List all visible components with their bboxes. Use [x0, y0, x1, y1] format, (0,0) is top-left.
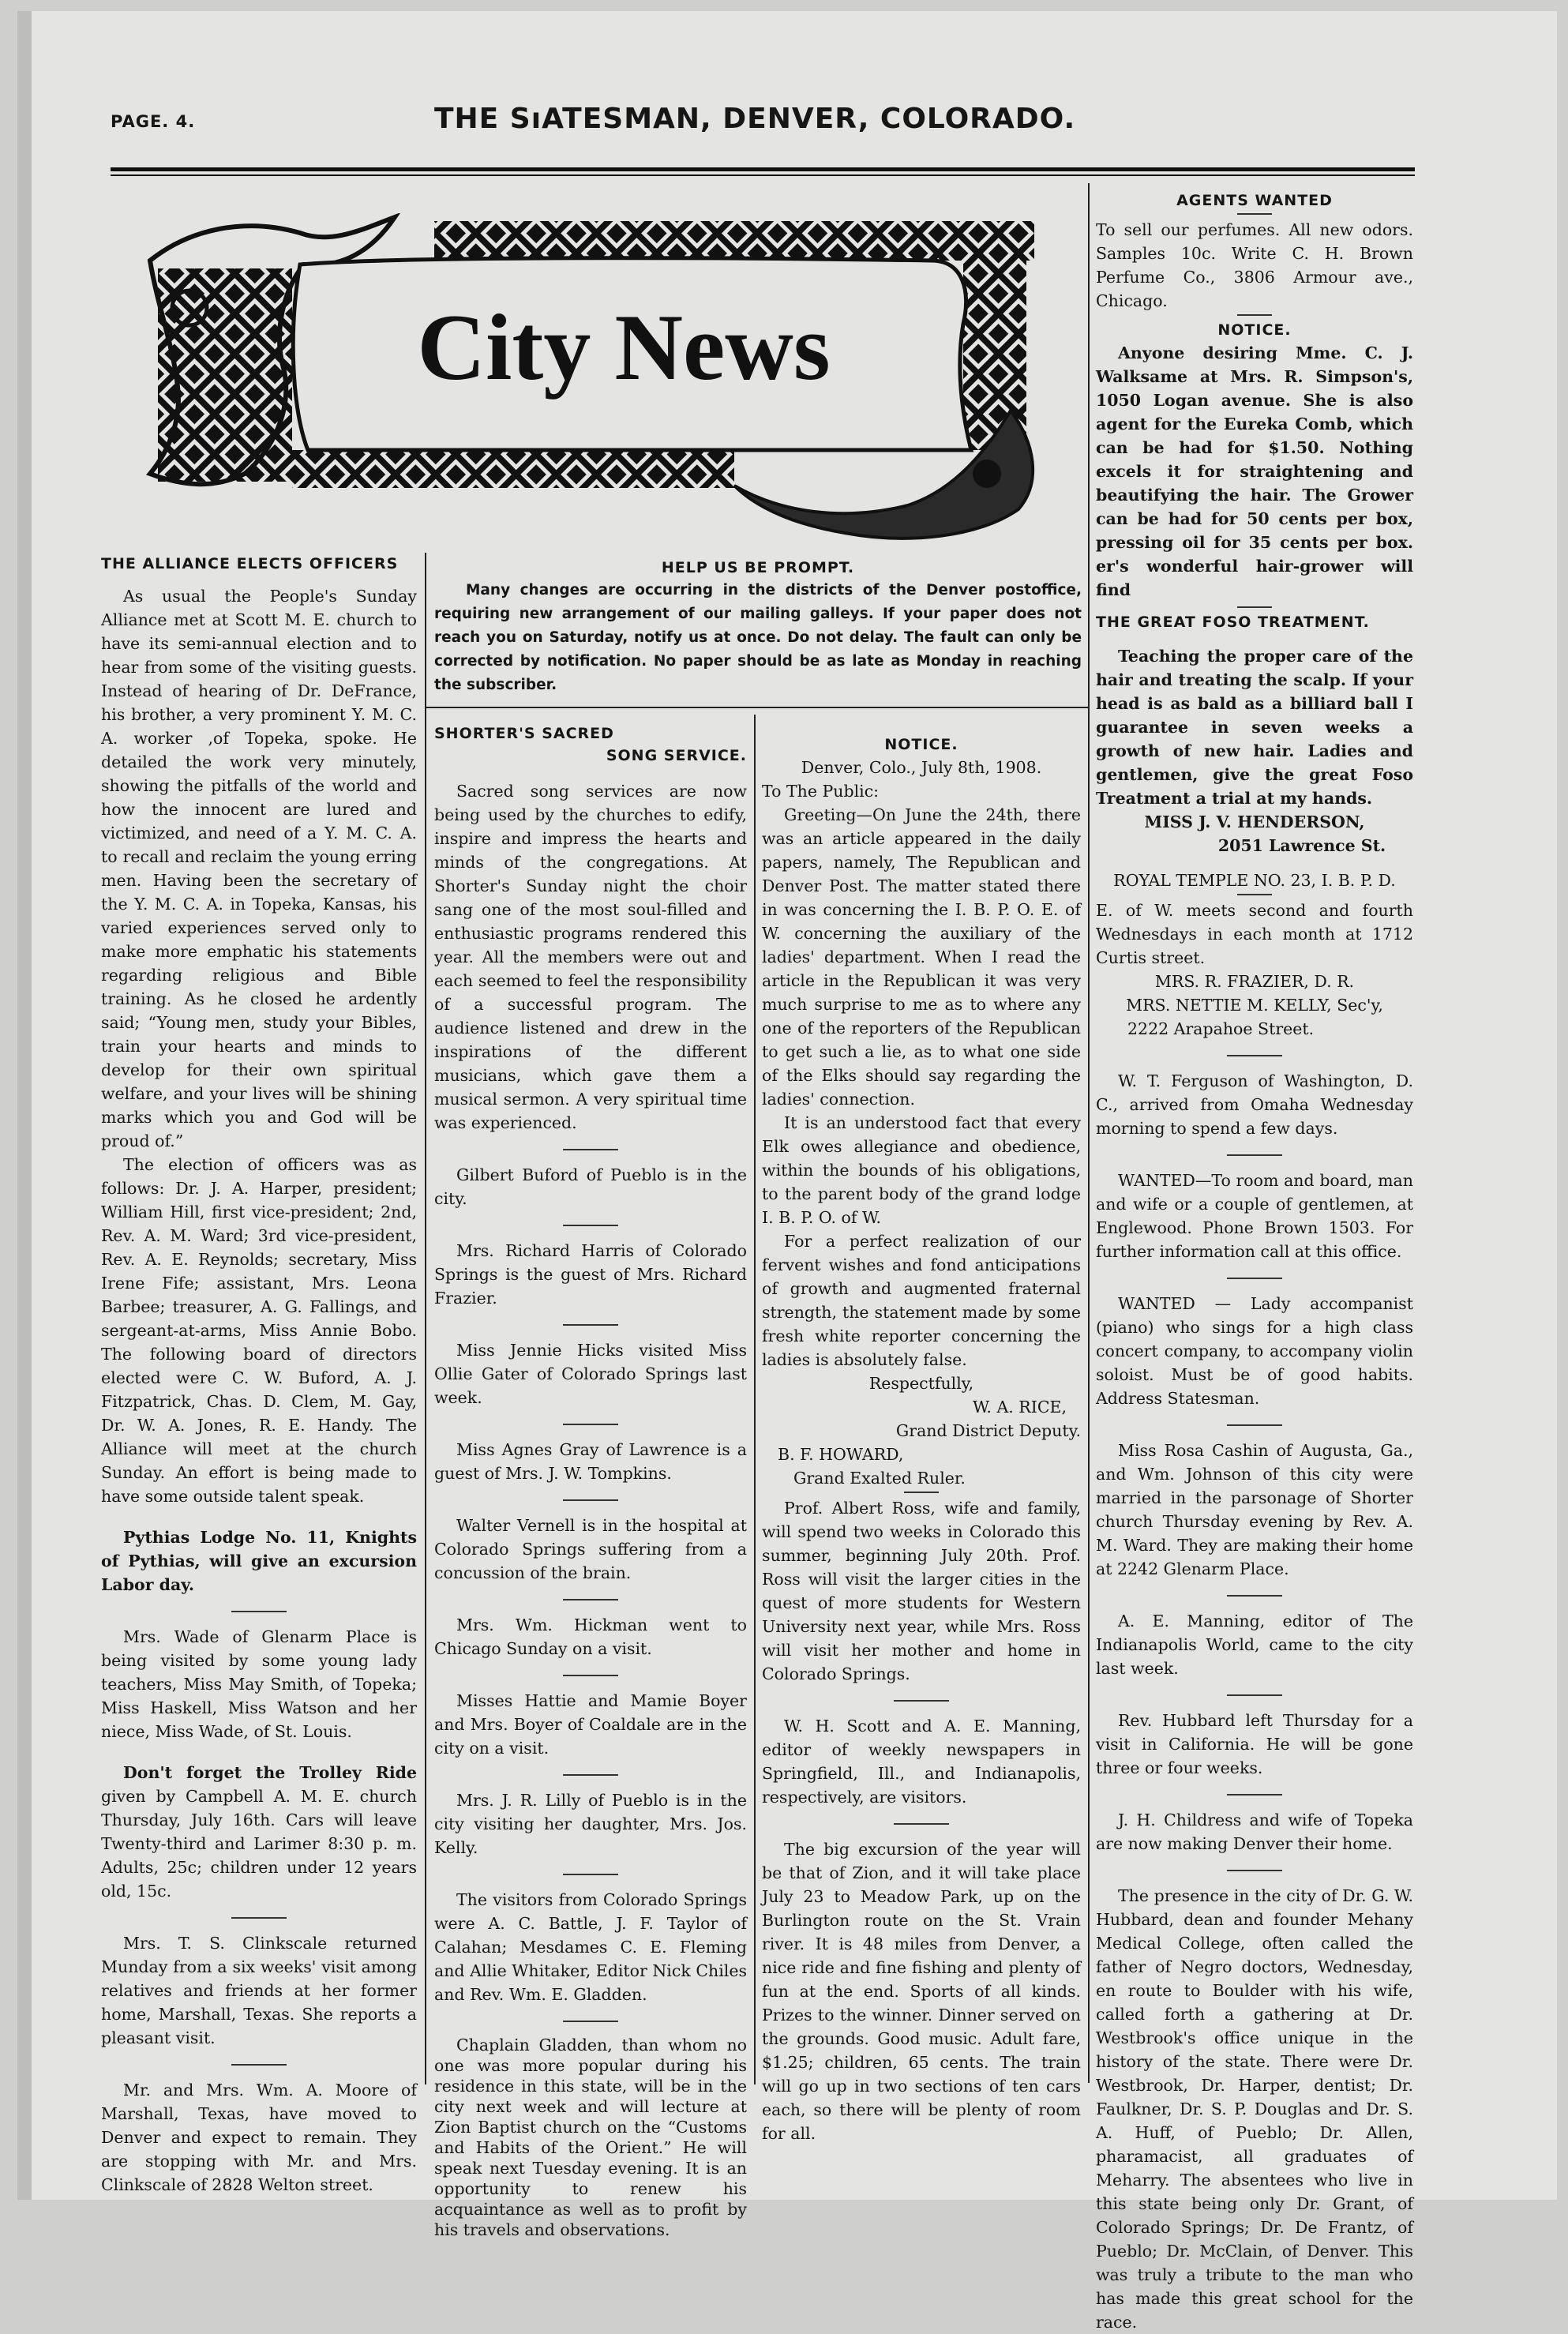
walker-notice: Anyone desiring Mme. C. J. Walksame at Mrs. R. Simpson's, 1050 Logan avenue. She is also agent for the Eureka Comb, which can be had for $1.50. Nothing excels it for straightening and beautifying the hair. The Grower can be had for 50 cents per box, pressing oil for 35 cents per box. er's wonderful hair-grower will find: [1096, 343, 1413, 599]
separator: [563, 1149, 618, 1150]
wanted-accompanist-ad: WANTED — Lady accompanist (piano) who sings for a high class concert company, to accompany violin soloist. Must be of good habits. Address Statesman.: [1096, 1294, 1413, 1408]
separator: [1237, 894, 1272, 895]
notice-paragraph-2: It is an understood fact that every Elk owes allegiance and obedience, within the bounds of his obligations, to the parent body of the grand lodge I. B. P. O. of W.: [762, 1113, 1081, 1227]
buford-item: Gilbert Buford of Pueblo is in the city.: [434, 1165, 747, 1208]
agents-ad: To sell our perfumes. All new odors. Samples 10c. Write C. H. Brown Perfume Co., 3806 Armour ave., Chicago.: [1096, 220, 1413, 310]
notice-paragraph-3: For a perfect realization of our fervent wishes and fond anticipations of growth and augmented fraternal strength, the statement made by some fresh white reporter concerning the ladies is absolutely false.: [762, 1232, 1081, 1369]
zion-excursion-item: The big excursion of the year will be that of Zion, and it will take place July 23 to Meadow Park, up on the Burlington route on the St. Vrain river. It is 48 miles from Denver, a nice ride and fine fishing and plenty of fun at the end. Sports of all kinds. Prizes to the winner. Dinner served on the grounds. Good music. Adult fare, $1.25; children, 65 cents. The train will go up in two sections of ten cars each, so there will be plenty of room for all.: [762, 1840, 1081, 2143]
column-4: [1096, 189, 1413, 2334]
column-rule-1: [425, 553, 426, 2084]
cashin-item: Miss Rosa Cashin of Augusta, Ga., and Wm. Johnson of this city were married in the parsonage of Shorter church Thursday evening by Rev. A. M. Ward. They are making their home at 2242 Glenarm Place.: [1096, 1441, 1413, 1578]
separator: [563, 2021, 618, 2022]
banner-title: City News: [417, 295, 831, 400]
separator: [563, 1225, 618, 1226]
scott-item: W. H. Scott and A. E. Manning, editor of weekly newspapers in Springfield, Ill., and Indianapolis, respectively, are visitors.: [762, 1717, 1081, 1807]
hubbard-item: The presence in the city of Dr. G. W. Hubbard, dean and founder Mehany Medical College, often called the father of Negro doctors, Wednesday, en route to Boulder with his wife, called forth a gathering at Dr. Westbrook's office unique in the history of the state. There were Dr. Westbrook, Dr. Harper, dentist; Dr. Faulkner, Dr. S. P. Douglas and Dr. S. A. Huff, of Pueblo; Dr. Allen, pharamacist, all graduates of Meharry. The absentees who live in this state being only Dr. Grant, of Colorado Springs; Dr. De Frantz, of Pueblo; Dr. McClain, of Denver. This was truly a tribute to the man who has made this great school for the race.: [1096, 1886, 1413, 2332]
masthead: THE SıATESMAN, DENVER, COLORADO.: [434, 103, 1076, 135]
song-service-heading-1: SHORTER'S SACRED: [434, 725, 614, 742]
notice-closing: Respectfully,: [868, 1374, 974, 1393]
trolley-rest: given by Campbell A. M. E. church Thursday, July 16th. Cars will leave Twenty-third and Larimer 8:30 p. m. Adults, 25c; children under 12 years old, 15c.: [101, 1787, 417, 1901]
gray-item: Miss Agnes Gray of Lawrence is a guest of Mrs. J. W. Tompkins.: [434, 1440, 747, 1483]
lilly-item: Mrs. J. R. Lilly of Pueblo is in the city visiting her daughter, Mrs. Jos. Kelly.: [434, 1791, 747, 1857]
separator: [1227, 1424, 1282, 1426]
notice-heading: NOTICE.: [1217, 321, 1292, 339]
alliance-officers: The election of officers was as follows: Dr. J. A. Harper, president; William Hill, first vice-president; 2nd, Rev. A. M. Ward; 3rd vice-president, Rev. A. E. Reynolds; secretary, Miss Irene Fife; assistant, Mrs. Leona Barbee; treasurer, A. G. Fallings, and sergeant-at-arms, Miss Annie Bobo. The following board of directors elected were C. W. Buford, A. J. Fitzpatrick, Chas. D. Clem, M. Gay, Dr. W. A. Jones, R. E. Handy. The Alliance will meet at the church Sunday. An effort is being made to have some outside talent speak.: [101, 1155, 417, 1506]
separator: [1227, 1055, 1282, 1056]
separator: [563, 1675, 618, 1676]
temple-heading: ROYAL TEMPLE NO. 23, I. B. P. D.: [1113, 871, 1396, 890]
separator: [1237, 606, 1272, 608]
separator: [231, 2064, 287, 2066]
vernell-item: Walter Vernell is in the hospital at Colorado Springs suffering from a concussion of the brain.: [434, 1516, 747, 1582]
boyer-item: Misses Hattie and Mamie Boyer and Mrs. Boyer of Coaldale are in the city on a visit.: [434, 1691, 747, 1758]
pythias-item: Pythias Lodge No. 11, Knights of Pythias, will give an excursion Labor day.: [101, 1528, 417, 1594]
separator: [1227, 1870, 1282, 1871]
hicks-item: Miss Jennie Hicks visited Miss Ollie Gater of Colorado Springs last week.: [434, 1341, 747, 1407]
clinkscale-item: Mrs. T. S. Clinkscale returned Munday from a six weeks' visit among relatives and friends at her former home, Marshall, Texas. She reports a pleasant visit.: [101, 1934, 417, 2047]
notice-heading: NOTICE.: [884, 736, 958, 753]
page-number: PAGE. 4.: [111, 112, 196, 131]
column-rule-3: [1088, 183, 1090, 2083]
wade-item: Mrs. Wade of Glenarm Place is being visited by some young lady teachers, Miss May Smith, of Topeka; Miss Haskell, Miss Watson and her niece, Miss Wade, of St. Louis.: [101, 1627, 417, 1741]
foso-name: MISS J. V. HENDERSON,: [1144, 812, 1365, 831]
notice-salutation: To The Public:: [762, 782, 880, 801]
separator: [1237, 314, 1272, 316]
temple-signature-2: MRS. NETTIE M. KELLY, Sec'y,: [1126, 996, 1383, 1015]
lattice-bottom-band: [292, 450, 734, 488]
temple-address: 2222 Arapahoe Street.: [1127, 1019, 1315, 1038]
trolley-lead: Don't forget the Trolley Ride: [123, 1763, 417, 1782]
separator: [1227, 1794, 1282, 1796]
agents-heading: AGENTS WANTED: [1176, 192, 1333, 209]
hickman-item: Mrs. Wm. Hickman went to Chicago Sunday on a visit.: [434, 1615, 747, 1658]
song-service-article: Sacred song services are now being used by the churches to edify, inspire and impress the hearts and minds of the congregations. At Shorter's Sunday night the choir sang one of the most soul-filled and enthusiastic programs rendered this year. All the members were out and each seemed to feel the responsibility of a successful program. The audience listened and drew in the inspirations of the different musicians, which gave them a musical sermon. A very spiritual time was experienced.: [434, 782, 747, 1132]
moore-item: Mr. and Mrs. Wm. A. Moore of Marshall, Texas, have moved to Denver and expect to remain. They are stopping with Mr. and Mrs. Clinkscale of 2828 Welton street.: [101, 2081, 417, 2194]
separator: [231, 1917, 287, 1919]
header-rule-thin: [111, 174, 1415, 176]
prompt-body: Many changes are occurring in the districts of the Denver postoffice, requiring new arrangement of our mailing galleys. If your paper does not reach you on Saturday, notify us at once. Do not delay. The fault can only be corrected by notification. No paper should be as late as Monday in reaching the subscriber.: [434, 582, 1082, 693]
separator: [563, 1424, 618, 1425]
foso-heading: THE GREAT FOSO TREATMENT.: [1096, 614, 1370, 631]
column-rule-2: [754, 715, 756, 2084]
foso-address: 2051 Lawrence St.: [1217, 836, 1386, 855]
song-service-heading-2: SONG SERVICE.: [606, 747, 747, 764]
ornament-rosette-right: [973, 460, 1001, 488]
separator: [894, 1823, 949, 1825]
temple-notice: E. of W. meets second and fourth Wednesdays in each month at 1712 Curtis street.: [1096, 901, 1413, 967]
trolley-item: [101, 1761, 417, 1903]
separator: [1227, 1694, 1282, 1696]
separator: [563, 1874, 618, 1875]
separator: [904, 1492, 939, 1493]
separator: [1237, 213, 1272, 215]
separator: [1227, 1278, 1282, 1279]
separator: [563, 1774, 618, 1776]
ross-item: Prof. Albert Ross, wife and family, will spend two weeks in Colorado this summer, beginning July 20th. Prof. Ross will visit the larger cities in the quest of more students for Western University next year, while Mrs. Ross will visit her mother and home in Colorado Springs.: [762, 1499, 1081, 1683]
temple-signature-1: MRS. R. FRAZIER, D. R.: [1154, 972, 1355, 991]
separator: [1227, 1154, 1282, 1156]
gladden-item: Chaplain Gladden, than whom no one was more popular during his residence in this state, will be in the city next week and will lecture at Zion Baptist church on the “Customs and Habits of the Orient.” He will speak next Tuesday evening. It is an opportunity to renew his acquaintance as well as to profit by his travels and observations.: [434, 2036, 747, 2239]
prompt-heading: HELP US BE PROMPT.: [661, 559, 855, 576]
signature-howard: B. F. HOWARD,: [778, 1445, 904, 1464]
column-3: [762, 722, 1081, 2145]
page-header: [111, 103, 1413, 150]
separator: [894, 1700, 949, 1702]
childress-item: J. H. Childress and wife of Topeka are now making Denver their home.: [1096, 1811, 1413, 1853]
city-news-banner: [134, 213, 1058, 545]
foso-ad: Teaching the proper care of the hair and treating the scalp. If your head is as bald as a billiard ball I guarantee in seven weeks a growth of new hair. Ladies and gentlemen, give the great Foso Treatment a trial at my hands.: [1096, 647, 1413, 808]
signature-rice: W. A. RICE,: [972, 1398, 1067, 1417]
signature-howard-title: Grand Exalted Ruler.: [793, 1469, 966, 1488]
lattice-top-band: [434, 221, 1034, 261]
manning-item: A. E. Manning, editor of The Indianapolis World, came to the city last week.: [1096, 1612, 1413, 1678]
wanted-room-ad: WANTED—To room and board, man and wife or a couple of gentlemen, at Englewood. Phone Brown 1503. For further information call at this office.: [1096, 1171, 1413, 1261]
hubbard-trip-item: Rev. Hubbard left Thursday for a visit in California. He will be gone three or four weeks.: [1096, 1711, 1413, 1777]
column-2: [434, 722, 747, 2240]
separator: [563, 1599, 618, 1600]
separator: [231, 1611, 287, 1612]
ferguson-item: W. T. Ferguson of Washington, D. C., arrived from Omaha Wednesday morning to spend a few days.: [1096, 1071, 1413, 1138]
alliance-heading: THE ALLIANCE ELECTS OFFICERS: [101, 555, 399, 572]
signature-rice-title: Grand District Deputy.: [895, 1421, 1081, 1440]
notice-paragraph-1: Greeting—On June the 24th, there was an article appeared in the daily papers, namely, The Republican and Denver Post. The matter stated there in was concerning the I. B. P. O. E. of W. concerning the auxiliary of the ladies' department. When I read the article in the Republican it was very much surprise to me as to where any one of the reporters of the Republican to get such a lie, as to what one side of the Elks should say regarding the ladies' connection.: [762, 805, 1081, 1109]
prompt-bottom-rule: [426, 707, 1088, 708]
separator: [563, 1499, 618, 1501]
separator: [563, 1324, 618, 1326]
help-us-be-prompt-notice: [434, 557, 1082, 697]
visitors-item: The visitors from Colorado Springs were A. C. Battle, J. F. Taylor of Calahan; Mesdames C. E. Fleming and Allie Whitaker, Editor Nick Chiles and Rev. Wm. E. Gladden.: [434, 1890, 747, 2004]
harris-item: Mrs. Richard Harris of Colorado Springs is the guest of Mrs. Richard Frazier.: [434, 1241, 747, 1308]
header-rule: [111, 167, 1415, 171]
column-1: [101, 553, 417, 2197]
notice-dateline: Denver, Colo., July 8th, 1908.: [801, 758, 1042, 777]
separator: [1227, 1595, 1282, 1597]
alliance-article: As usual the People's Sunday Alliance met at Scott M. E. church to have its semi-annual election and to hear from some of the visiting guests. Instead of hearing of Dr. DeFrance, his brother, a very prominent Y. M. C. A. worker ,of Topeka, spoke. He detailed the work very minutely, showing the pitfalls of the world and how the innocent are lured and victimized, and need of a Y. M. C. A. to recall and reclaim the young erring men. Having been the secretary of the Y. M. C. A. in Topeka, Kansas, his varied experiences served only to make more emphatic his statements regarding religious and Bible training. As he closed he ardently said; “Young men, study your Bibles, train your hearts and minds to develop for their own spiritual welfare, and your lives will be shining marks which you and God will be proud of.”: [101, 587, 417, 1150]
